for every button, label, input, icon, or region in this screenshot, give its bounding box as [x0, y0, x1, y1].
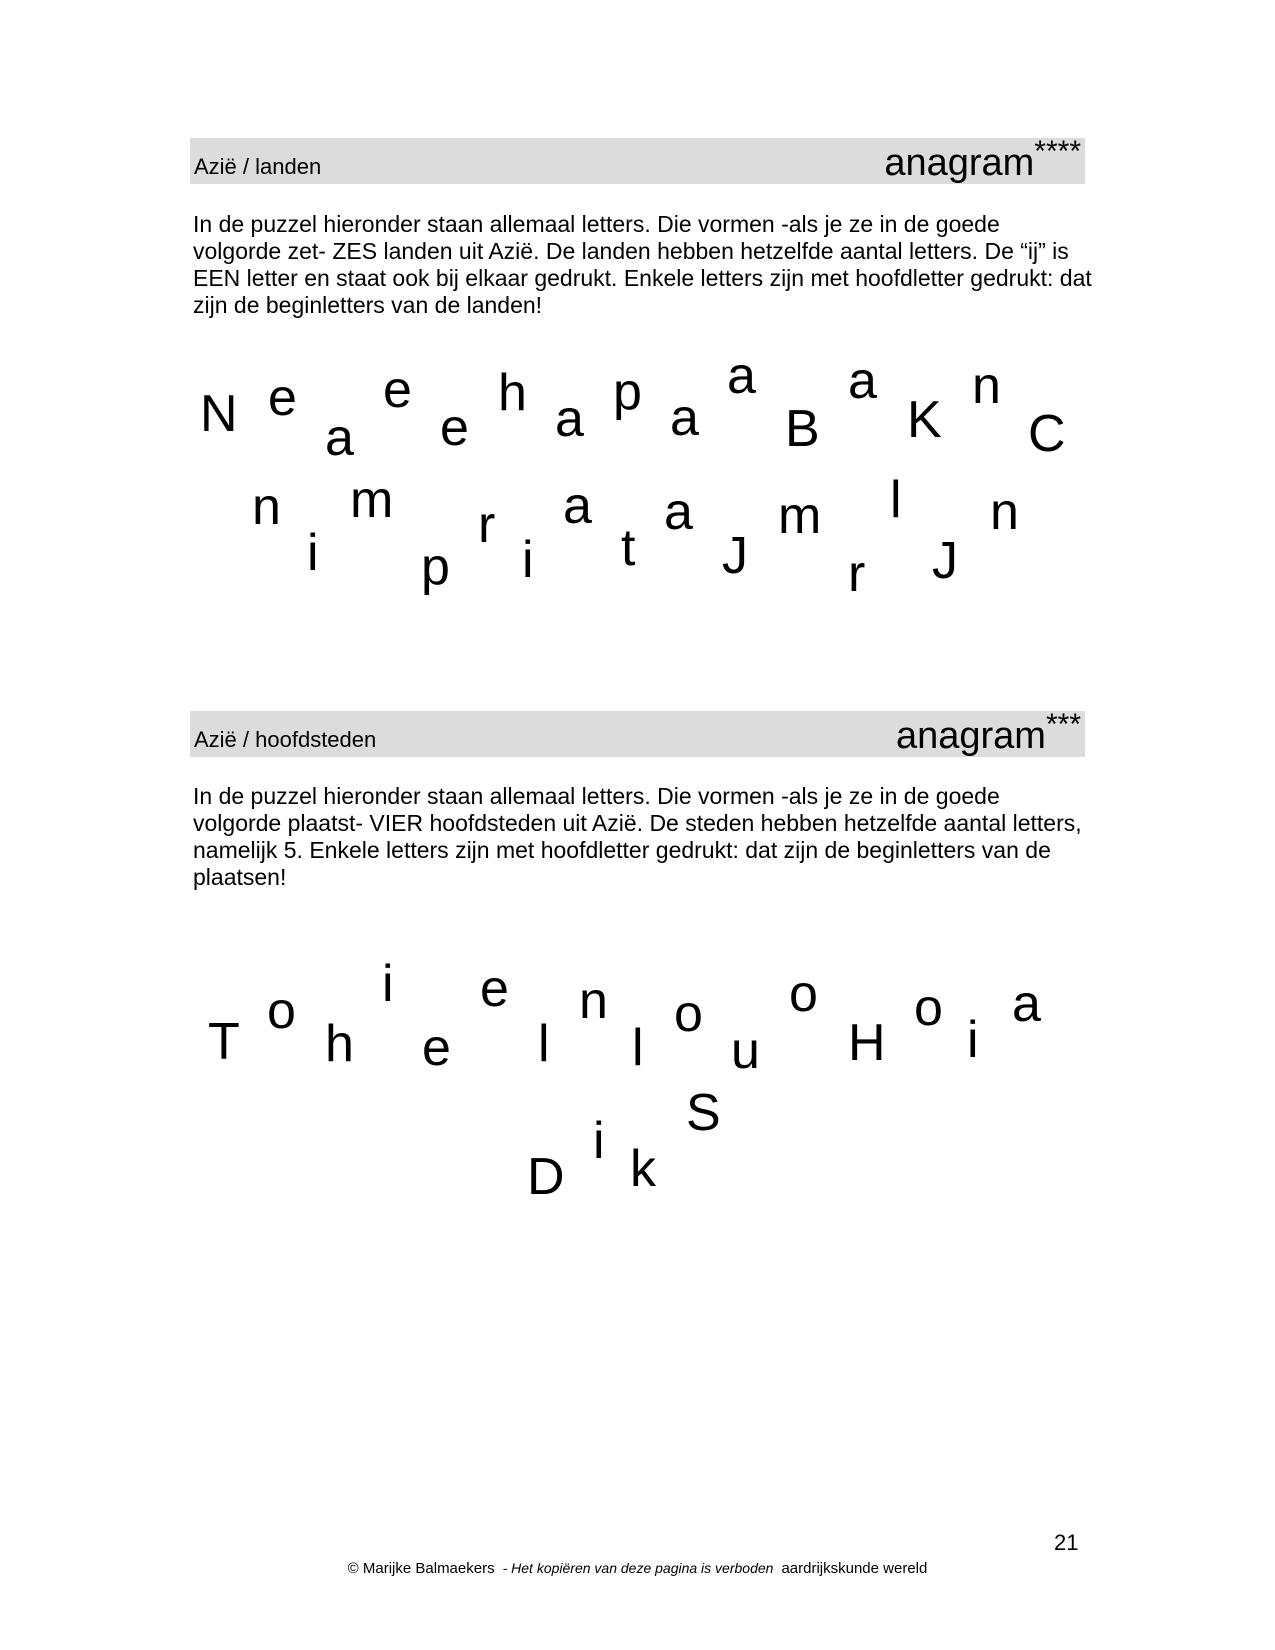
page-number: 21	[1054, 1530, 1079, 1555]
puzzle-letter: a	[555, 390, 584, 448]
section1-instructions: In de puzzel hieronder staan allemaal letters. Die vormen -als je ze in de goede volgorde zet- ZES landen uit Azië. De landen hebben hetzelfde aantal letters. De “ij” is EEN letter en staat ook bij elkaar gedrukt. Enkele letters zijn met hoofdletter gedrukt: dat zijn de beginletters van de landen!	[193, 211, 1092, 318]
puzzle-letter: C	[1028, 405, 1066, 463]
puzzle-letter: e	[480, 960, 509, 1018]
puzzle-letter: J	[722, 527, 748, 585]
puzzle-letter: i	[593, 1112, 605, 1170]
puzzle-letter: n	[252, 478, 281, 536]
puzzle-letter: e	[268, 369, 297, 427]
section1-title: anagram****	[884, 135, 1081, 184]
puzzle-letter: i	[967, 1011, 979, 1069]
puzzle-letter: H	[848, 1014, 886, 1072]
section2-difficulty-stars: ***	[1045, 708, 1081, 741]
footer-copy-notice: - Het kopiëren van deze pagina is verboden	[502, 1560, 774, 1576]
puzzle-letter: h	[498, 364, 527, 422]
puzzle-letter: n	[972, 357, 1001, 415]
puzzle-letter: r	[478, 496, 496, 554]
puzzle-letter: t	[621, 519, 636, 577]
puzzle-letter: r	[848, 545, 866, 603]
puzzle-letter: o	[267, 982, 296, 1040]
puzzle-letter: e	[422, 1019, 451, 1077]
puzzle-letter: n	[579, 972, 608, 1030]
section2-title: anagram***	[895, 708, 1081, 757]
puzzle-letter: T	[208, 1013, 240, 1071]
footer-copyright: © Marijke Balmaekers	[347, 1560, 495, 1577]
puzzle-letter: i	[522, 531, 534, 589]
section1-category: Azië / landen	[194, 154, 322, 179]
puzzle-letter: K	[907, 391, 942, 449]
puzzle-letter: a	[670, 389, 699, 447]
puzzle-letter: a	[325, 409, 354, 467]
puzzle-letter: m	[778, 487, 822, 545]
section2-instructions: In de puzzel hieronder staan allemaal letters. Die vormen -als je ze in de goede volgorde plaatst- VIER hoofdsteden uit Azië. De steden hebben hetzelfde aantal letters, namelijk 5. Enkele letters zijn met hoofdletter gedrukt: dat zijn de beginletters van de plaatsen!	[193, 783, 1082, 890]
puzzle-letter: p	[613, 363, 642, 421]
section1-difficulty-stars: ****	[1034, 135, 1081, 168]
puzzle-letter: l	[538, 1015, 550, 1073]
puzzle-letter: D	[527, 1148, 565, 1206]
footer	[0, 1560, 1275, 1577]
puzzle-letter: u	[731, 1022, 760, 1080]
puzzle-letter: J	[932, 532, 958, 590]
puzzle-letter: a	[848, 352, 877, 410]
puzzle-letter: m	[350, 471, 394, 529]
puzzle-letter: e	[440, 399, 469, 457]
footer-series: aardrijkskunde wereld	[781, 1560, 928, 1577]
puzzle-letter: N	[200, 385, 238, 443]
puzzle-letter: h	[325, 1015, 354, 1073]
puzzle-letter: S	[686, 1084, 721, 1142]
puzzle-letter: p	[421, 538, 450, 596]
puzzle-letter: a	[1012, 975, 1041, 1033]
puzzle-letter: l	[632, 1019, 644, 1077]
puzzle-letter: n	[990, 483, 1019, 541]
puzzle-letter: a	[727, 347, 756, 405]
puzzle-letter: o	[914, 979, 943, 1037]
puzzle-letter: l	[890, 471, 902, 529]
puzzle-letter: a	[664, 483, 693, 541]
puzzle-letter: k	[630, 1140, 656, 1198]
puzzle-letter: o	[789, 965, 818, 1023]
puzzle-letter: B	[785, 400, 820, 458]
puzzle-letter: e	[383, 361, 412, 419]
puzzle-letter: o	[674, 985, 703, 1043]
puzzle-letter: a	[563, 477, 592, 535]
section2-category: Azië / hoofdsteden	[194, 727, 377, 752]
section2-header	[190, 708, 1085, 757]
puzzle-letter: i	[307, 524, 319, 582]
section1-header	[190, 135, 1085, 184]
puzzle-letter: i	[382, 955, 394, 1013]
